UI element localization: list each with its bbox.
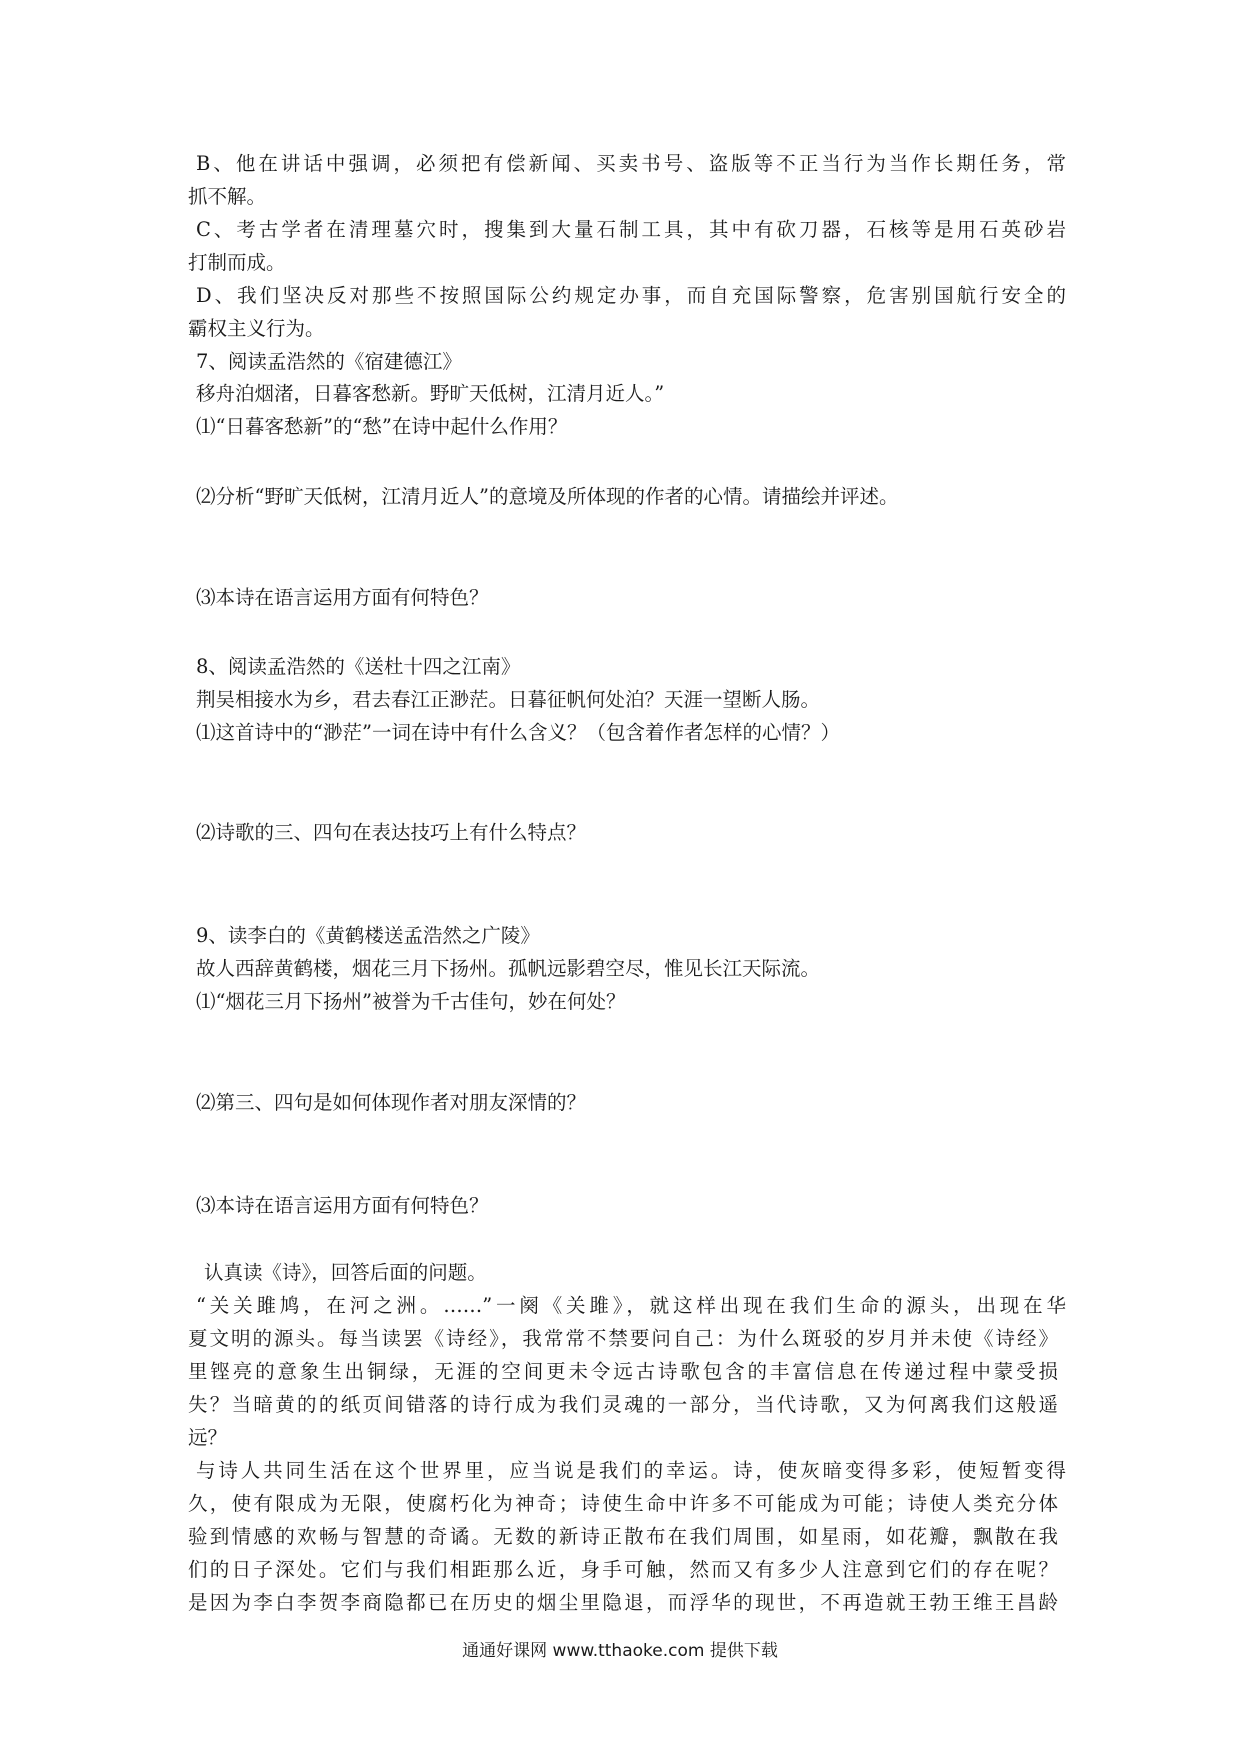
- question-9-title: 9、读李白的《黄鹤楼送孟浩然之广陵》: [196, 924, 540, 947]
- page-footer: 通通好课网 www.tthaoke.com 提供下载: [462, 1641, 778, 1661]
- question-7-part-1: ⑴“日暮客愁新”的“愁”在诗中起什么作用？: [196, 415, 568, 438]
- question-9-part-1: ⑴“烟花三月下扬州”被誉为千古佳句，妙在何处？: [196, 990, 626, 1013]
- question-7-part-2: ⑵分析“野旷天低树，江清月近人”的意境及所体现的作者的心情。请描绘并评述。: [196, 485, 899, 508]
- reading-instruction: 认真读《诗》，回答后面的问题。: [204, 1261, 487, 1284]
- question-8-part-1: ⑴这首诗中的“渺茫”一词在诗中有什么含义？（包含着作者怎样的心情？）: [196, 721, 840, 744]
- passage-paragraph-2-line-5: 是因为李白李贺李商隐都已在历史的烟尘里隐退，而浮华的现世，不再造就王勃王维王昌龄: [188, 1591, 1058, 1614]
- passage-paragraph-1-line-4: 失？当暗黄的的纸页间错落的诗行成为我们灵魂的一部分，当代诗歌，又为何离我们这般遥: [188, 1393, 1058, 1416]
- passage-paragraph-2-line-2: 久，使有限成为无限，使腐朽化为神奇；诗使生命中许多不可能成为可能；诗使人类充分体: [188, 1492, 1058, 1515]
- option-d-line-1: D、我们坚决反对那些不按照国际公约规定办事，而自充国际警察，危害别国航行安全的: [196, 284, 1066, 307]
- passage-paragraph-1-line-3: 里铿亮的意象生出铜绿，无涯的空间更未令远古诗歌包含的丰富信息在传递过程中蒙受损: [188, 1360, 1058, 1383]
- passage-paragraph-1-line-1: “关关雎鸠，在河之洲。……”一阕《关雎》，就这样出现在我们生命的源头，出现在华: [196, 1294, 1066, 1317]
- option-d-line-2: 霸权主义行为。: [188, 317, 325, 340]
- question-7-title: 7、阅读孟浩然的《宿建德江》: [196, 350, 462, 373]
- question-8-poem: 荆吴相接水为乡，君去春江正渺茫。日暮征帆何处泊？天涯一望断人肠。: [196, 688, 821, 711]
- question-8-part-2: ⑵诗歌的三、四句在表达技巧上有什么特点？: [196, 821, 587, 844]
- option-c-line-2: 打制而成。: [188, 251, 286, 274]
- passage-paragraph-2-line-1: 与诗人共同生活在这个世界里，应当说是我们的幸运。诗，使灰暗变得多彩，使短暂变得: [196, 1459, 1066, 1482]
- option-c-line-1: C、考古学者在清理墓穴时，搜集到大量石制工具，其中有砍刀器，石核等是用石英砂岩: [196, 218, 1066, 241]
- passage-paragraph-2-line-3: 验到情感的欢畅与智慧的奇谲。无数的新诗正散布在我们周围，如星雨，如花瓣，飘散在我: [188, 1525, 1058, 1548]
- passage-paragraph-1-line-2: 夏文明的源头。每当读罢《诗经》，我常常不禁要问自己：为什么斑驳的岁月并未使《诗经》: [188, 1327, 1058, 1350]
- option-b-line-2: 抓不解。: [188, 185, 267, 208]
- passage-paragraph-1-line-5: 远？: [188, 1426, 228, 1449]
- question-8-title: 8、阅读孟浩然的《送杜十四之江南》: [196, 655, 521, 678]
- question-9-part-3: ⑶本诗在语言运用方面有何特色？: [196, 1194, 489, 1217]
- question-9-part-2: ⑵第三、四句是如何体现作者对朋友深情的？: [196, 1091, 587, 1114]
- question-7-part-3: ⑶本诗在语言运用方面有何特色？: [196, 586, 489, 609]
- question-9-poem: 故人西辞黄鹤楼，烟花三月下扬州。孤帆远影碧空尽，惟见长江天际流。: [196, 957, 821, 980]
- passage-paragraph-2-line-4: 们的日子深处。它们与我们相距那么近，身手可触，然而又有多少人注意到它们的存在呢？: [188, 1558, 1058, 1581]
- option-b-line-1: B、他在讲话中强调，必须把有偿新闻、买卖书号、盗版等不正当行为当作长期任务，常: [196, 152, 1066, 175]
- question-7-poem: 移舟泊烟渚，日暮客愁新。野旷天低树，江清月近人。”: [196, 382, 665, 405]
